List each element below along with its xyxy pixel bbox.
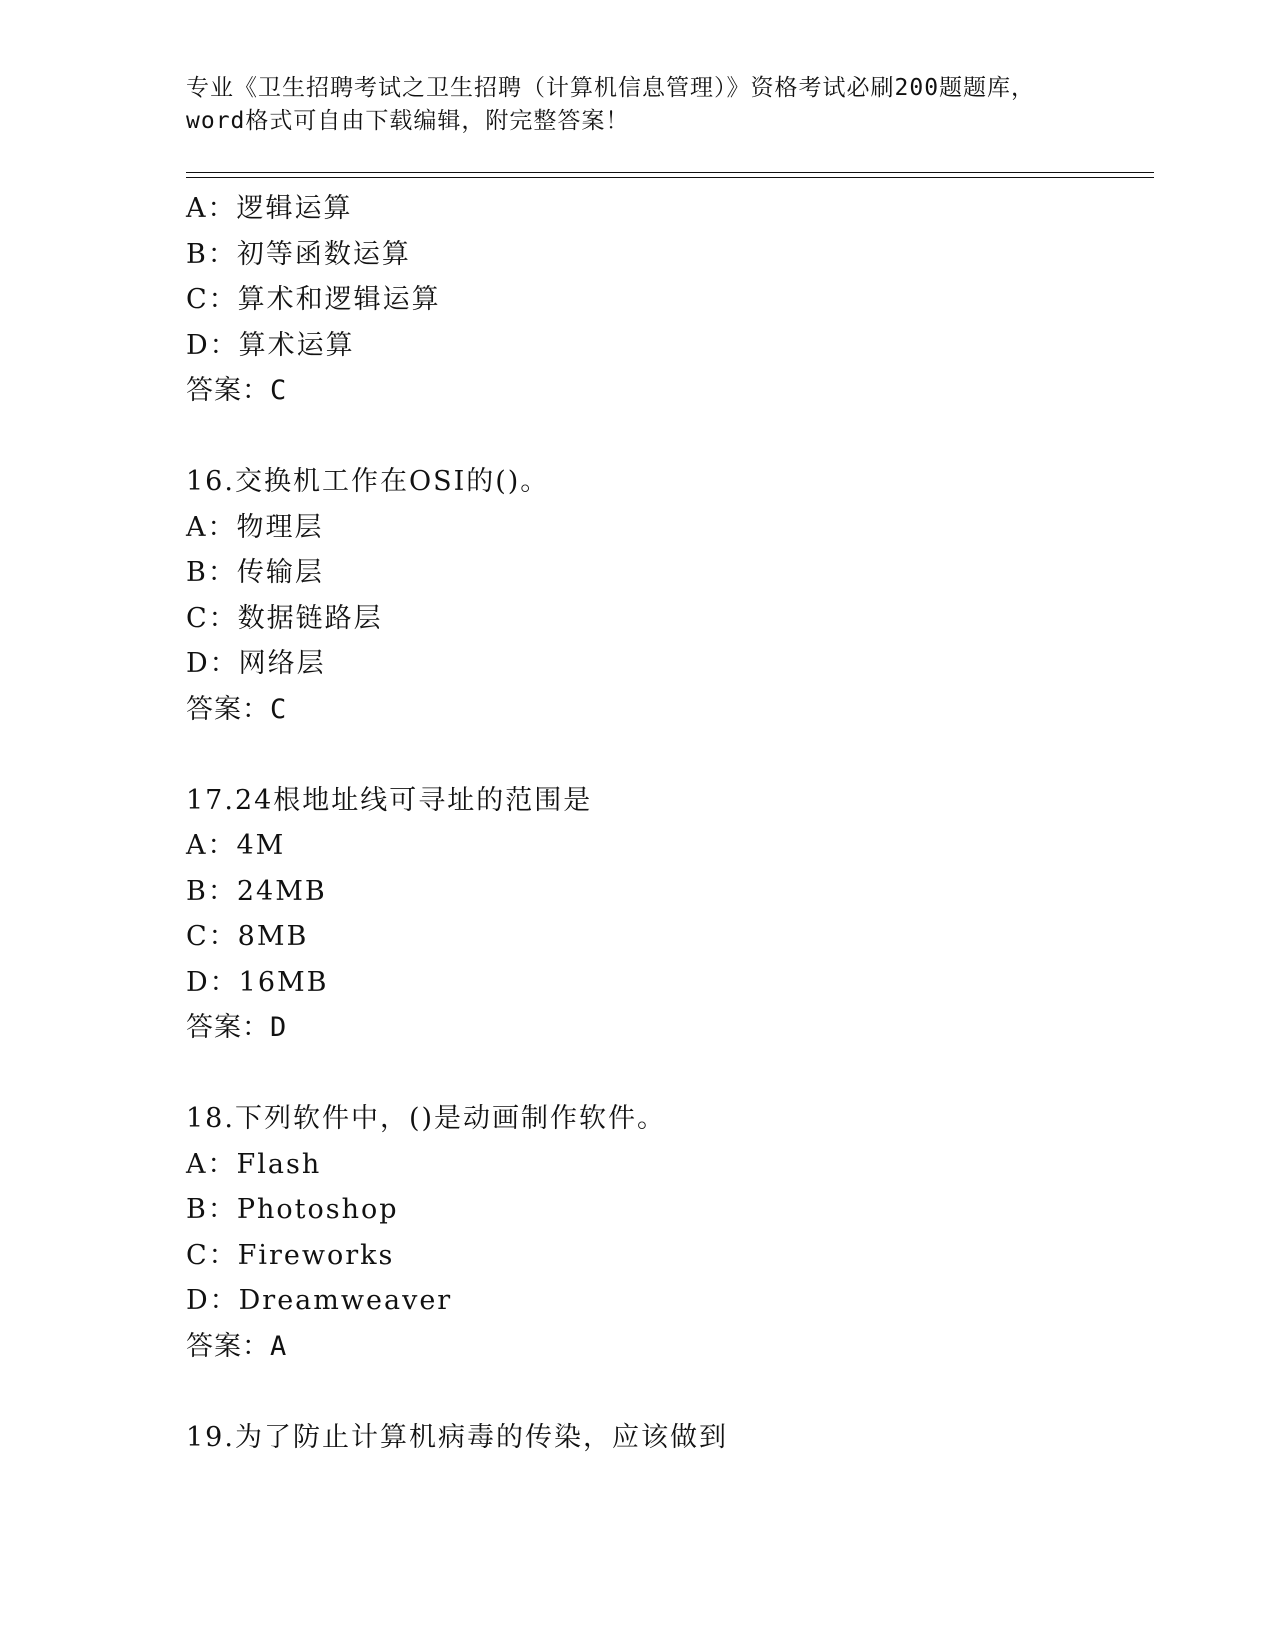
option-line: B：传输层 <box>186 557 324 588</box>
option-line: C：Fireworks <box>186 1239 395 1271</box>
option-line: D：算术运算 <box>186 329 355 361</box>
answer-label: 答案： <box>186 1330 270 1362</box>
header-line-2: word格式可自由下载编辑，附完整答案！ <box>186 108 630 134</box>
option-line: B：24MB <box>186 875 327 907</box>
option-line: B：Photoshop <box>186 1194 399 1225</box>
document-header <box>186 72 1086 138</box>
answer-line <box>186 1324 1146 1370</box>
answer-label: 答案： <box>186 693 270 725</box>
option-line: C：数据链路层 <box>186 602 383 634</box>
option-line: A：物理层 <box>186 511 324 543</box>
answer-value: D <box>270 1012 288 1043</box>
header-rule-bottom <box>186 177 1154 178</box>
answer-line <box>186 687 1146 733</box>
question-stem: 16.交换机工作在OSI的()。 <box>186 466 550 497</box>
question-stem: 17.24根地址线可寻址的范围是 <box>186 784 593 816</box>
option-line: D：网络层 <box>186 648 326 679</box>
option-line: A：逻辑运算 <box>186 193 353 224</box>
option-line: A：4M <box>186 830 286 861</box>
option-line: D：Dreamweaver <box>186 1285 453 1316</box>
answer-line <box>186 368 1146 414</box>
question-stem: 19.为了防止计算机病毒的传染，应该做到 <box>186 1421 728 1453</box>
question-stem: 18.下列软件中，()是动画制作软件。 <box>186 1103 667 1134</box>
header-line-1: 专业《卫生招聘考试之卫生招聘（计算机信息管理）》资格考试必刷200题题库， <box>186 75 1036 101</box>
answer-line <box>186 1005 1146 1051</box>
option-line: C：算术和逻辑运算 <box>186 284 441 315</box>
option-line: B：初等函数运算 <box>186 238 411 270</box>
option-line: D：16MB <box>186 966 329 998</box>
header-rule-top <box>186 172 1154 173</box>
question-list <box>186 186 1146 1460</box>
answer-value: C <box>270 375 288 406</box>
option-line: C：8MB <box>186 921 309 952</box>
answer-value: A <box>270 1330 288 1362</box>
answer-label: 答案： <box>186 1012 270 1043</box>
answer-label: 答案： <box>186 375 270 406</box>
option-line: A：Flash <box>186 1148 322 1180</box>
answer-value: C <box>270 693 288 725</box>
